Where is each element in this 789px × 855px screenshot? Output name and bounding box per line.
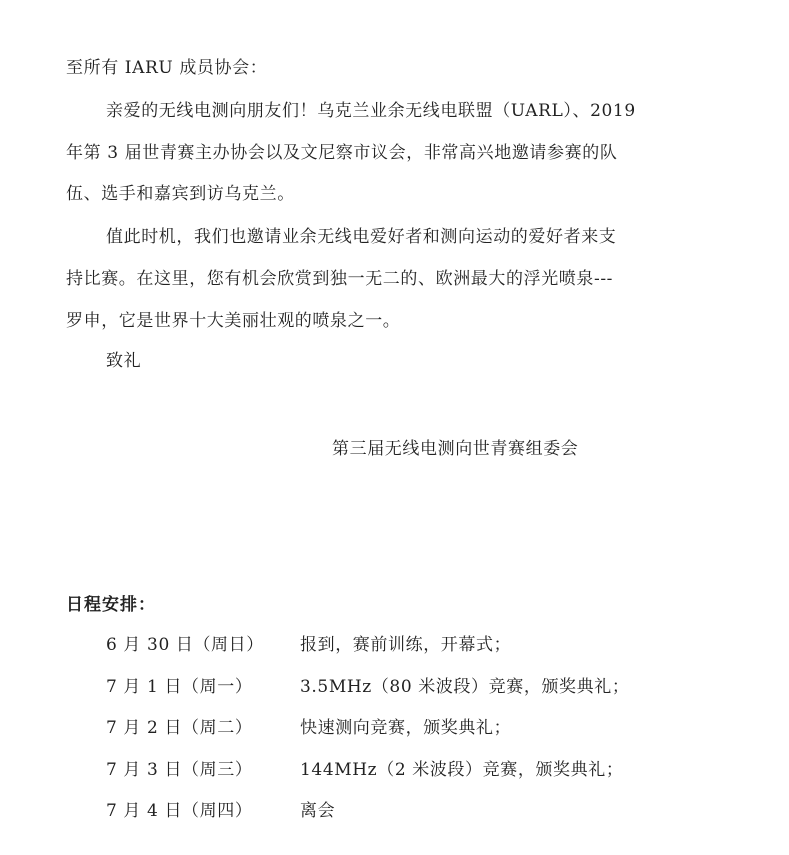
schedule-date: 6 月 30 日（周日） [106, 635, 264, 655]
schedule-event: 3.5MHz（80 米波段）竞赛，颁奖典礼； [300, 677, 630, 697]
paragraph-2-line-2: 持比赛。在这里，您有机会欣赏到独一无二的、欧洲最大的浮光喷泉--- [66, 269, 614, 289]
paragraph-1-line-1: 亲爱的无线电测向朋友们！乌克兰业余无线电联盟（UARL）、2019 [106, 101, 636, 121]
schedule-event: 报到，赛前训练，开幕式； [300, 635, 512, 655]
schedule-title: 日程安排： [66, 595, 156, 615]
salutation: 至所有 IARU 成员协会： [66, 58, 268, 78]
closing: 致礼 [106, 351, 142, 371]
schedule-date: 7 月 2 日（周二） [106, 718, 253, 738]
schedule-date: 7 月 4 日（周四） [106, 801, 253, 821]
paragraph-1-line-3: 伍、选手和嘉宾到访乌克兰。 [66, 184, 295, 204]
schedule-event: 144MHz（2 米波段）竞赛，颁奖典礼； [300, 760, 624, 780]
paragraph-2-line-1: 值此时机，我们也邀请业余无线电爱好者和测向运动的爱好者来支 [106, 227, 617, 247]
schedule-event: 离会 [300, 801, 336, 821]
signature: 第三届无线电测向世青赛组委会 [332, 439, 579, 459]
schedule-date: 7 月 3 日（周三） [106, 760, 253, 780]
paragraph-2-line-3: 罗申，它是世界十大美丽壮观的喷泉之一。 [66, 311, 401, 331]
schedule-event: 快速测向竞赛，颁奖典礼； [300, 718, 512, 738]
schedule-date: 7 月 1 日（周一） [106, 677, 253, 697]
paragraph-1-line-2: 年第 3 届世青赛主办协会以及文尼察市议会，非常高兴地邀请参赛的队 [66, 143, 618, 163]
